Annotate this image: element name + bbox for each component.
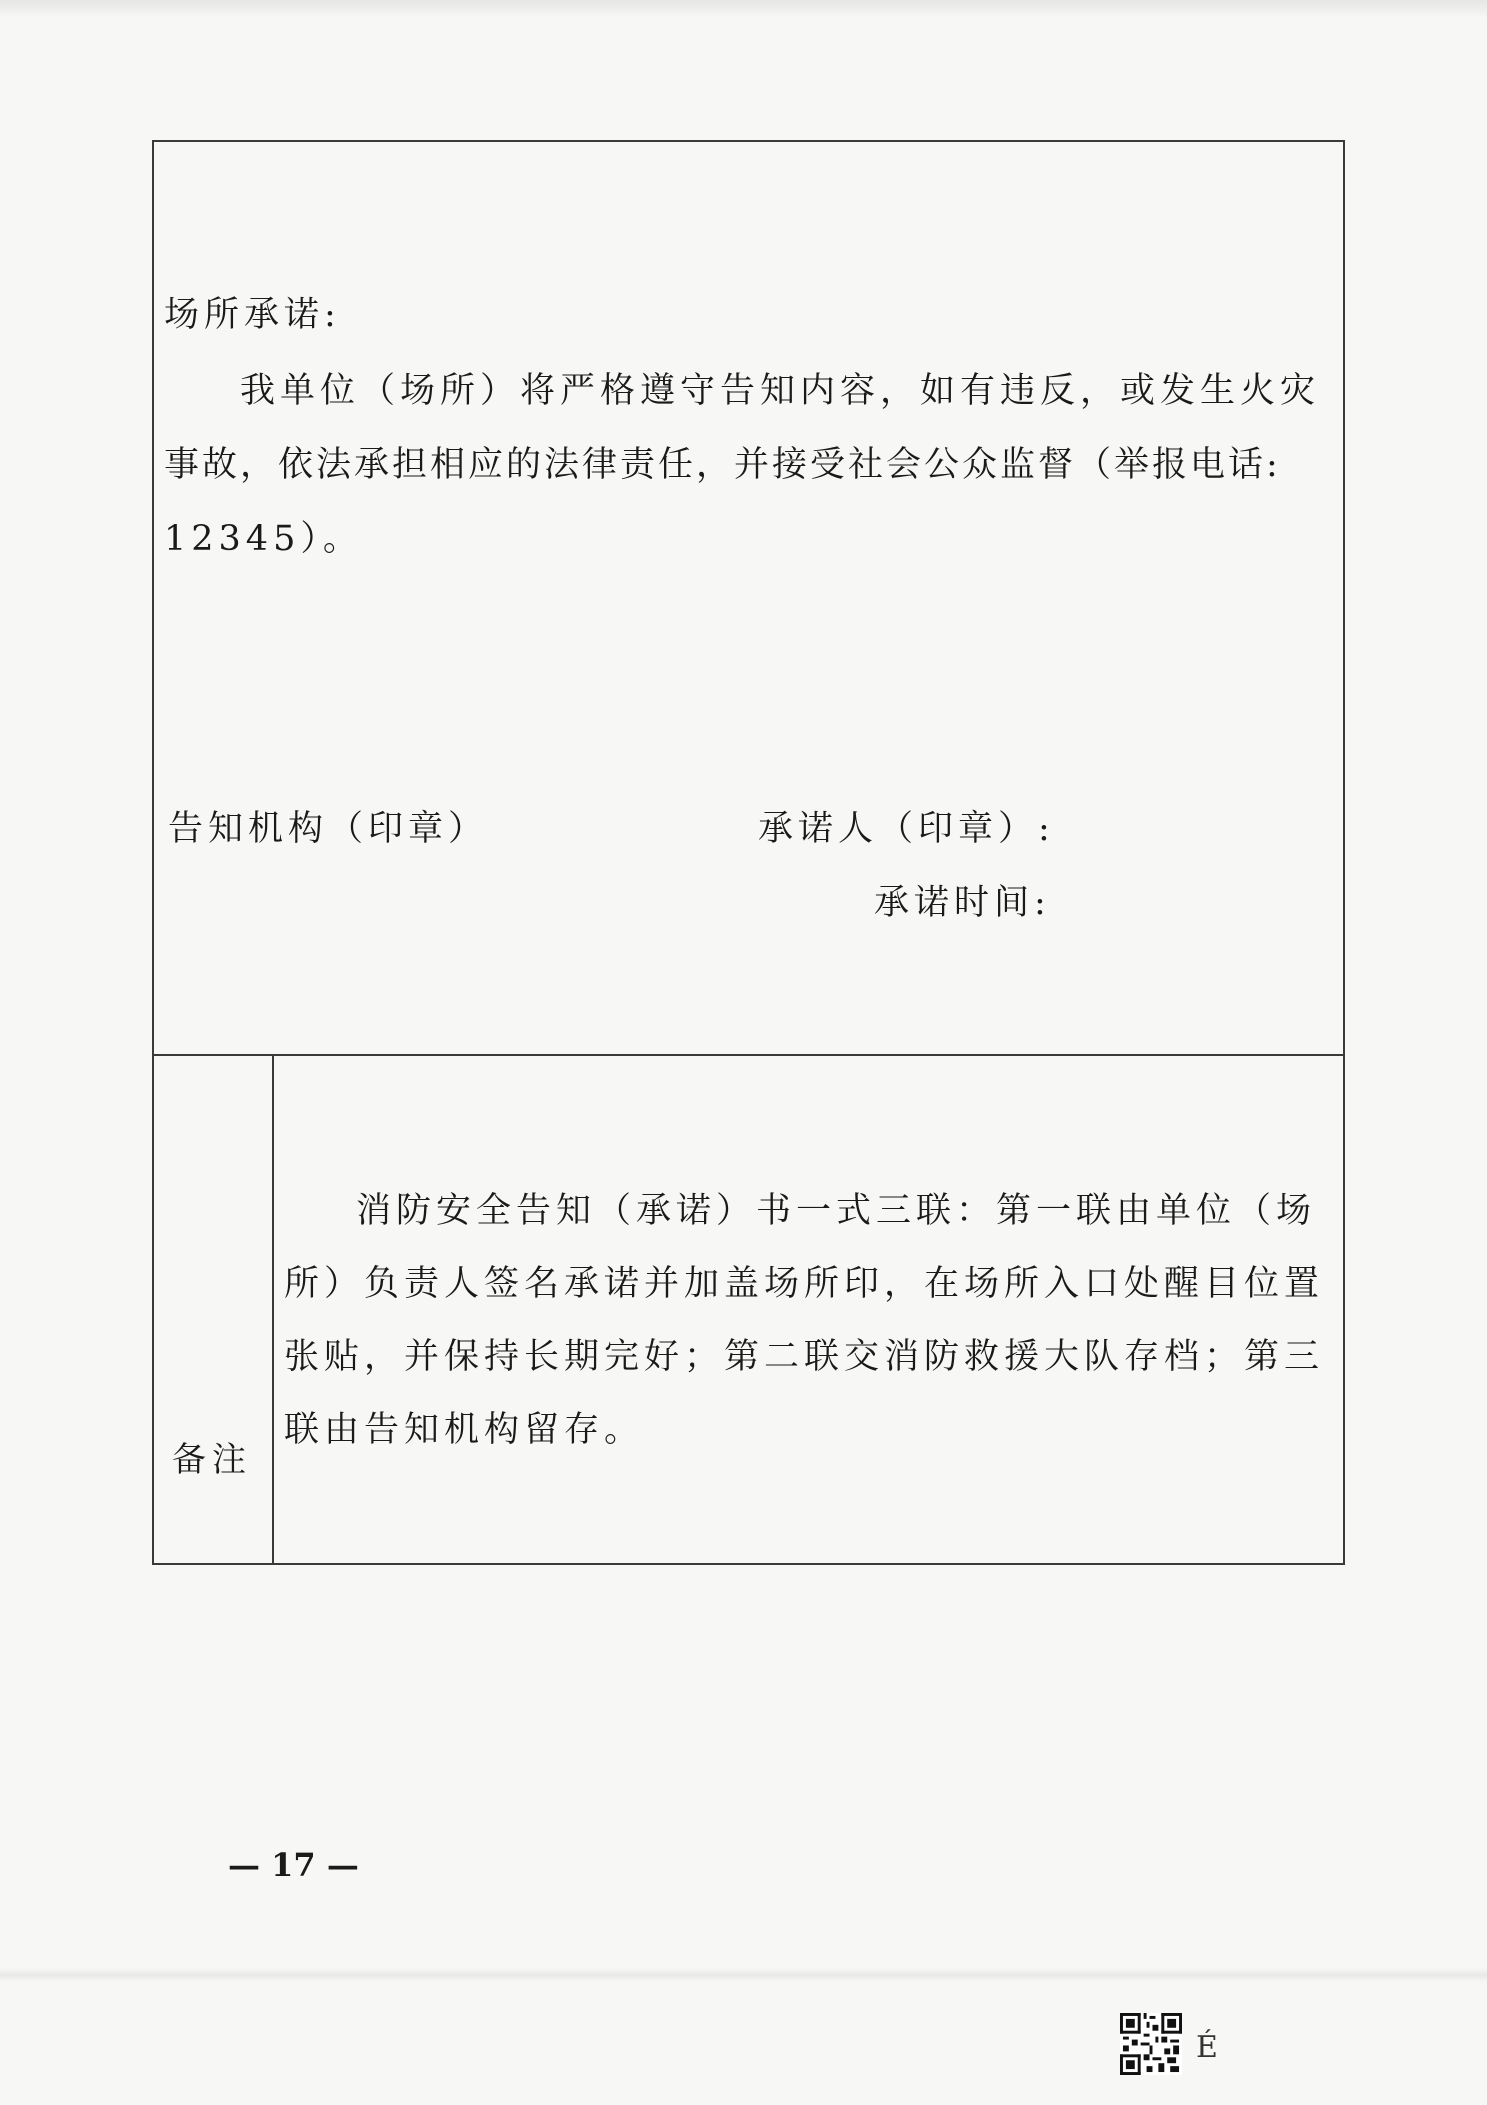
remarks-line-1: 消防安全告知（承诺）书一式三联：第一联由单位（场 xyxy=(356,1191,1317,1231)
commitment-line-2: 事故，依法承担相应的法律责任，并接受社会公众监督（举报电话: xyxy=(164,445,1281,485)
remarks-line-2: 所）负责人签名承诺并加盖场所印，在场所入口处醒目位置 xyxy=(284,1264,1325,1304)
qr-code-icon xyxy=(1120,2013,1182,2075)
promise-time-label: 承诺时间: xyxy=(874,883,1051,923)
page-bottom-edge xyxy=(0,1968,1487,1982)
page-number: — 17 — xyxy=(228,1846,359,1884)
remarks-label: 备注 xyxy=(172,1440,252,1480)
page-top-edge xyxy=(0,0,1487,18)
remarks-section xyxy=(154,1054,1343,1565)
commitment-line-3: 12345）。 xyxy=(164,519,363,559)
remarks-line-3: 张贴，并保持长期完好；第二联交消防救援大队存档；第三 xyxy=(284,1337,1325,1377)
notifier-seal-label: 告知机构（印章） xyxy=(168,809,489,849)
commitment-heading: 场所承诺: xyxy=(164,295,341,335)
remarks-text-cell xyxy=(274,1054,1343,1565)
commitment-line-1: 我单位（场所）将严格遵守告知内容，如有违反，或发生火灾 xyxy=(240,371,1321,411)
commitment-form-table xyxy=(152,140,1345,1565)
commitment-section xyxy=(154,142,1343,1056)
remarks-label-cell xyxy=(154,1054,274,1565)
stray-glyph: É xyxy=(1196,2030,1218,2065)
remarks-line-4: 联由告知机构留存。 xyxy=(284,1410,645,1450)
promisor-seal-label: 承诺人（印章）: xyxy=(758,809,1055,849)
